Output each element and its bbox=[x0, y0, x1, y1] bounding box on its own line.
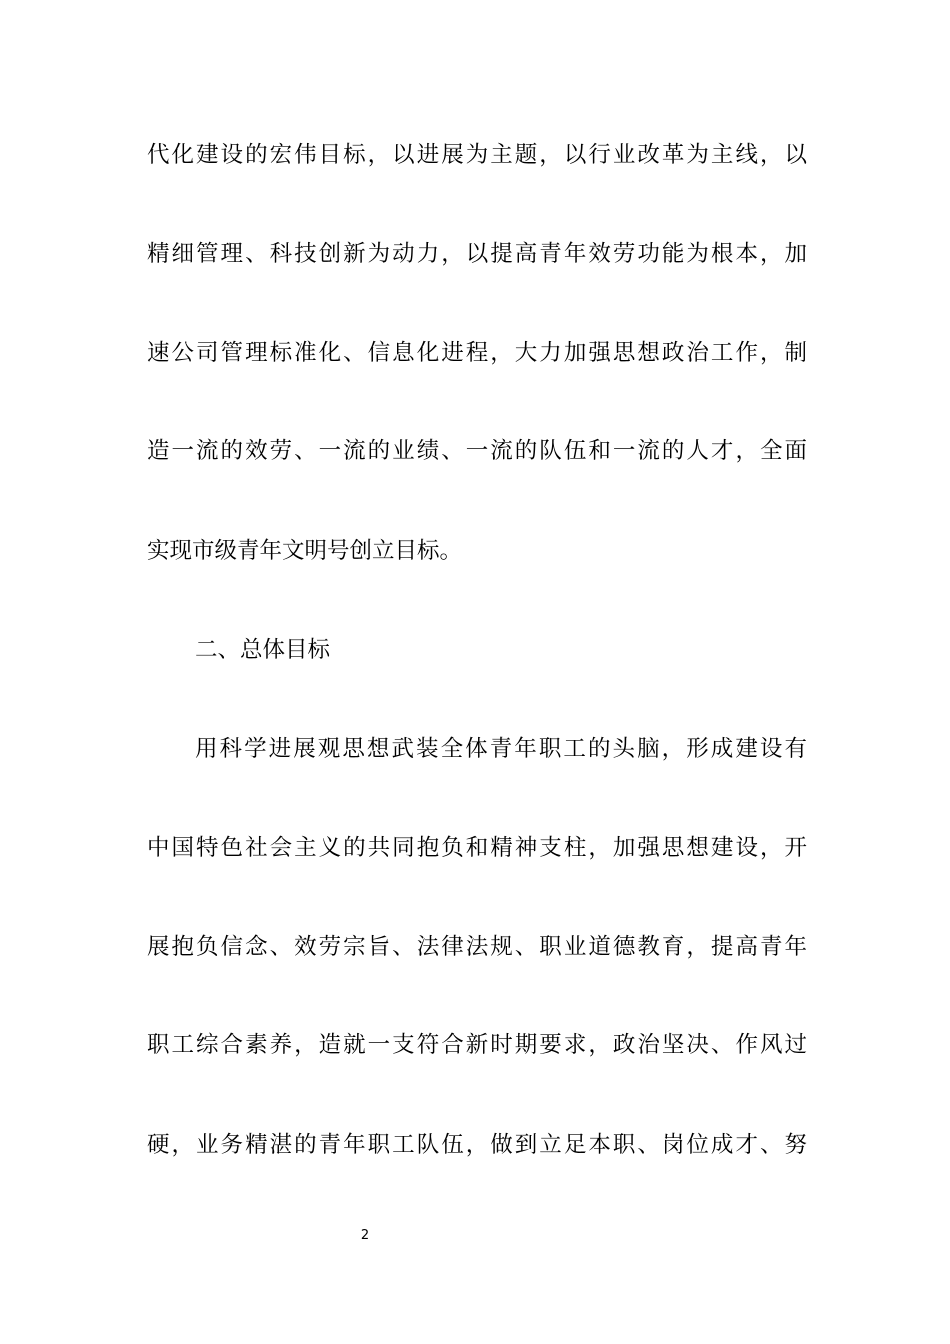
body-text-line: 中国特色社会主义的共同抱负和精神支柱，加强思想建设，开 bbox=[147, 835, 807, 861]
section-heading: 二、总体目标 bbox=[195, 637, 331, 663]
body-text-line: 硬，业务精湛的青年职工队伍，做到立足本职、岗位成才、努 bbox=[147, 1132, 807, 1158]
body-text-line: 精细管理、科技创新为动力，以提高青年效劳功能为根本，加 bbox=[147, 241, 807, 267]
body-text-line: 实现市级青年文明号创立目标。 bbox=[147, 538, 463, 564]
body-text-line: 职工综合素养，造就一支符合新时期要求，政治坚决、作风过 bbox=[147, 1032, 807, 1058]
body-text-line: 造一流的效劳、一流的业绩、一流的队伍和一流的人才，全面 bbox=[147, 438, 807, 464]
body-text-line: 速公司管理标准化、信息化进程，大力加强思想政治工作，制 bbox=[147, 340, 807, 366]
body-text-line: 用科学进展观思想武装全体青年职工的头脑，形成建设有 bbox=[195, 736, 807, 762]
page-number: 2 bbox=[360, 1228, 370, 1243]
body-text-line: 代化建设的宏伟目标，以进展为主题，以行业改革为主线，以 bbox=[147, 142, 807, 168]
body-text-line: 展抱负信念、效劳宗旨、法律法规、职业道德教育，提高青年 bbox=[147, 934, 807, 960]
